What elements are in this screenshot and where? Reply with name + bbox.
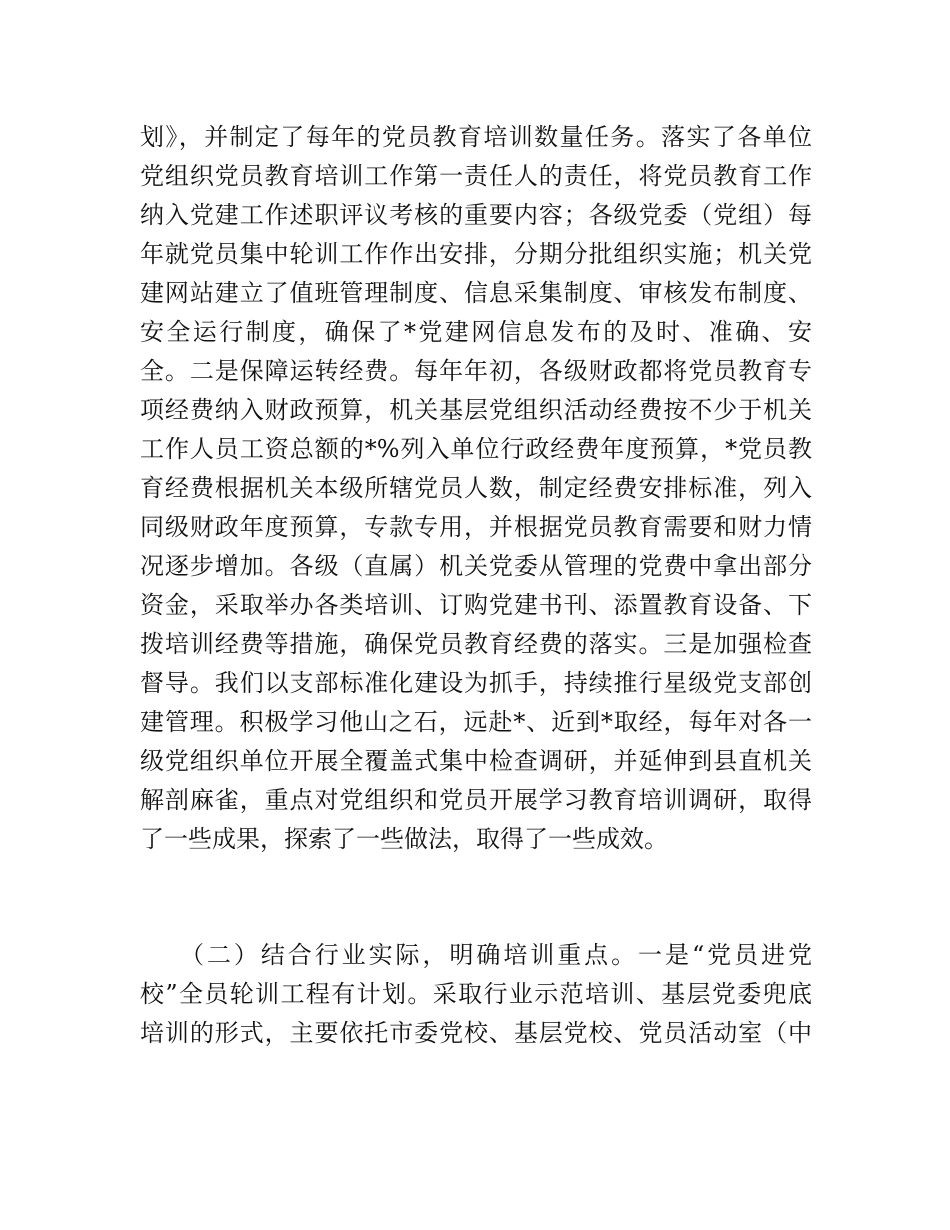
text-line: 安全运行制度，确保了*党建网信息发布的及时、准确、安 <box>140 318 812 346</box>
text-line: （二）结合行业实际，明确培训重点。一是“党员进党 <box>180 941 812 969</box>
text-line: 工作人员工资总额的*%列入单位行政经费年度预算，*党员教 <box>140 435 812 463</box>
text-line: 督导。我们以支部标准化建设为抓手，持续推行星级党支部创 <box>140 669 812 697</box>
text-line: 级党组织单位开展全覆盖式集中检查调研，并延伸到县直机关 <box>140 747 812 775</box>
text-line: 拨培训经费等措施，确保党员教育经费的落实。三是加强检查 <box>140 630 812 658</box>
text-line: 校”全员轮训工程有计划。采取行业示范培训、基层党委兜底 <box>140 980 812 1008</box>
text-line: 解剖麻雀，重点对党组织和党员开展学习教育培训调研，取得 <box>140 786 812 814</box>
text-line: 全。二是保障运转经费。每年年初，各级财政都将党员教育专 <box>140 357 812 385</box>
text-line: 党组织党员教育培训工作第一责任人的责任，将党员教育工作 <box>140 162 812 190</box>
text-line: 培训的形式，主要依托市委党校、基层党校、党员活动室（中 <box>140 1019 812 1047</box>
paragraph-1 <box>140 118 812 859</box>
text-line: 建管理。积极学习他山之石，远赴*、近到*取经，每年对各一 <box>140 708 812 736</box>
text-line: 况逐步增加。各级（直属）机关党委从管理的党费中拿出部分 <box>140 552 812 580</box>
text-line: 项经费纳入财政预算，机关基层党组织活动经费按不少于机关 <box>140 396 812 424</box>
paragraph-2 <box>140 936 812 1053</box>
text-line: 资金，采取举办各类培训、订购党建书刊、添置教育设备、下 <box>140 591 812 619</box>
text-line: 育经费根据机关本级所辖党员人数，制定经费安排标准，列入 <box>140 474 812 502</box>
text-line: 划》，并制定了每年的党员教育培训数量任务。落实了各单位 <box>140 123 812 151</box>
text-line: 同级财政年度预算，专款专用，并根据党员教育需要和财力情 <box>140 513 812 541</box>
text-line: 了一些成果，探索了一些做法，取得了一些成效。 <box>140 825 668 853</box>
text-line: 纳入党建工作述职评议考核的重要内容；各级党委（党组）每 <box>140 201 812 229</box>
text-line: 建网站建立了值班管理制度、信息采集制度、审核发布制度、 <box>140 279 812 307</box>
text-line: 年就党员集中轮训工作作出安排，分期分批组织实施；机关党 <box>140 240 812 268</box>
